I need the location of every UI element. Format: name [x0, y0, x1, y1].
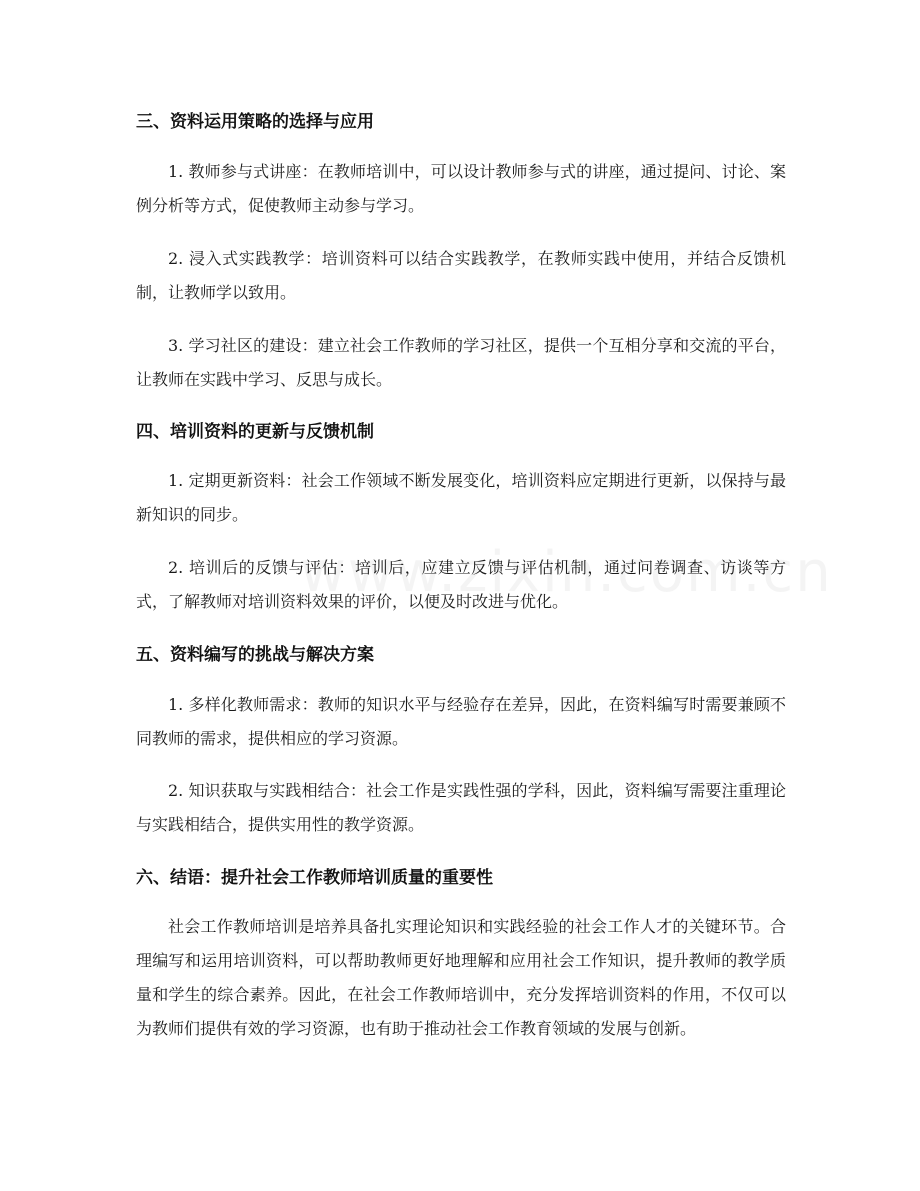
paragraph: 社会工作教师培训是培养具备扎实理论知识和实践经验的社会工作人才的关键环节。合理编写和运用培训资料，可以帮助教师更好地理解和应用社会工作知识，提升教师的教学质量和学生的综合素养。因此，在社会工作教师培训中，充分发挥培训资料的作用，不仅可以为教师们提供有效的学习资源，也有助于推动社会工作教育领域的发展与创新。	[136, 917, 786, 1038]
paragraph: 2. 知识获取与实践相结合：社会工作是实践性强的学科，因此，资料编写需要注重理论与实践相结合，提供实用性的教学资源。	[136, 781, 786, 834]
section-heading-3: 三、资料运用策略的选择与应用	[136, 112, 374, 132]
paragraph: 1. 定期更新资料：社会工作领域不断发展变化，培训资料应定期进行更新，以保持与最新知识的同步。	[136, 471, 786, 524]
paragraph: 1. 教师参与式讲座：在教师培训中，可以设计教师参与式的讲座，通过提问、讨论、案例分析等方式，促使教师主动参与学习。	[136, 162, 786, 215]
paragraph: 3. 学习社区的建设：建立社会工作教师的学习社区，提供一个互相分享和交流的平台，让教师在实践中学习、反思与成长。	[136, 336, 786, 389]
paragraph: 1. 多样化教师需求：教师的知识水平与经验存在差异，因此，在资料编写时需要兼顾不同教师的需求，提供相应的学习资源。	[136, 695, 786, 748]
section-heading-4: 四、培训资料的更新与反馈机制	[136, 422, 374, 442]
section-heading-6: 六、结语：提升社会工作教师培训质量的重要性	[136, 868, 493, 888]
section-heading-5: 五、资料编写的挑战与解决方案	[136, 645, 374, 665]
paragraph: 2. 培训后的反馈与评估：培训后，应建立反馈与评估机制，通过问卷调查、访谈等方式，了解教师对培训资料效果的评价，以便及时改进与优化。	[136, 558, 786, 611]
paragraph: 2. 浸入式实践教学：培训资料可以结合实践教学，在教师实践中使用，并结合反馈机制，让教师学以致用。	[136, 249, 786, 302]
